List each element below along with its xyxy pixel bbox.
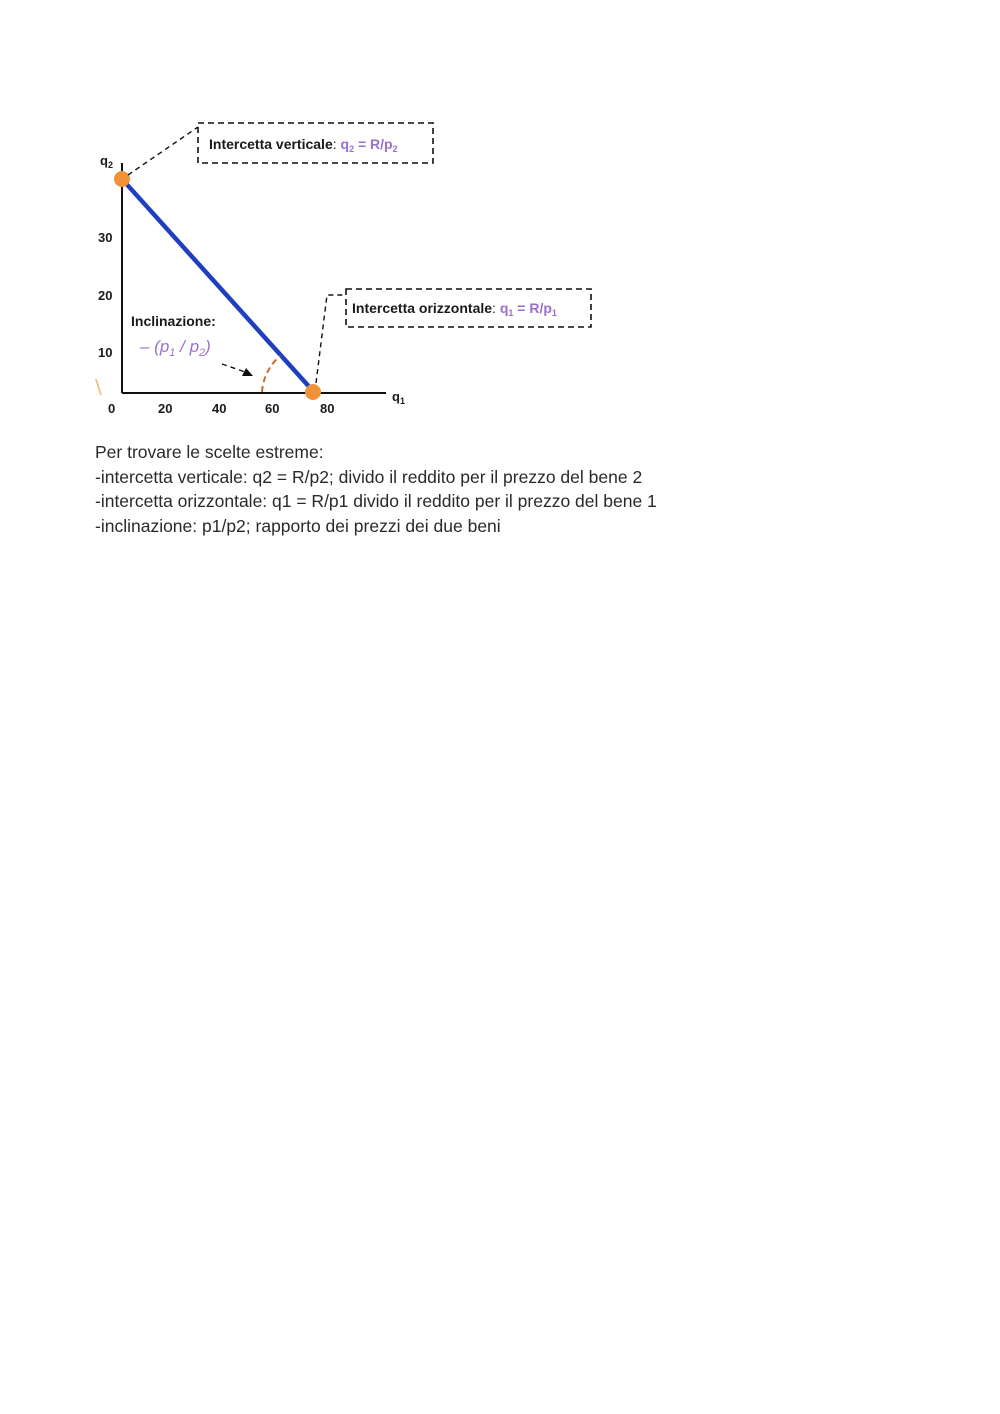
budget-line-chart <box>90 115 610 425</box>
x-tick-label: 40 <box>212 401 227 416</box>
notes-text <box>95 440 915 538</box>
notes-line: -inclinazione: p1/p2; rapporto dei prezzi dei due beni <box>95 515 501 536</box>
x-tick-label: 60 <box>265 401 280 416</box>
x-axis-label: $q_1$ <box>392 389 405 406</box>
horizontal-intercept-leader <box>316 295 345 383</box>
vertical-intercept-leader <box>128 127 198 175</box>
slope-label: Inclinazione: <box>131 313 216 329</box>
x-tick-label: 0 <box>108 401 116 416</box>
budget-line <box>122 179 313 391</box>
slope-angle-arc <box>262 356 280 392</box>
vertical-intercept-text: Intercetta verticale: $q_2 = R/p_2$ <box>209 136 398 154</box>
y-tick-label: 30 <box>98 230 113 245</box>
y-axis-label: $q_2$ <box>100 153 113 170</box>
x-tick-label: 80 <box>320 401 335 416</box>
y-tick-label: 10 <box>98 345 113 360</box>
slope-formula: – $(p_1 / p_2)$ <box>140 337 211 359</box>
y-tick-label: 20 <box>98 288 113 303</box>
x-tick-label: 20 <box>158 401 173 416</box>
slope-arrow <box>222 364 248 373</box>
slope-arrowhead <box>242 368 253 376</box>
horizontal-intercept-point <box>305 384 321 400</box>
notes-line: -intercetta orizzontale: q1 = R/p1 divido il reddito per il prezzo del bene 1 <box>95 491 657 511</box>
decorative-mark <box>96 379 101 395</box>
notes-line: Per trovare le scelte estreme: <box>95 442 324 462</box>
vertical-intercept-point <box>114 171 130 187</box>
horizontal-intercept-text: Intercetta orizzontale: $q_1 = R/p_1$ <box>352 300 557 318</box>
notes-line: -intercetta verticale: q2 = R/p2; divido il reddito per il prezzo del bene 2 <box>95 466 643 487</box>
